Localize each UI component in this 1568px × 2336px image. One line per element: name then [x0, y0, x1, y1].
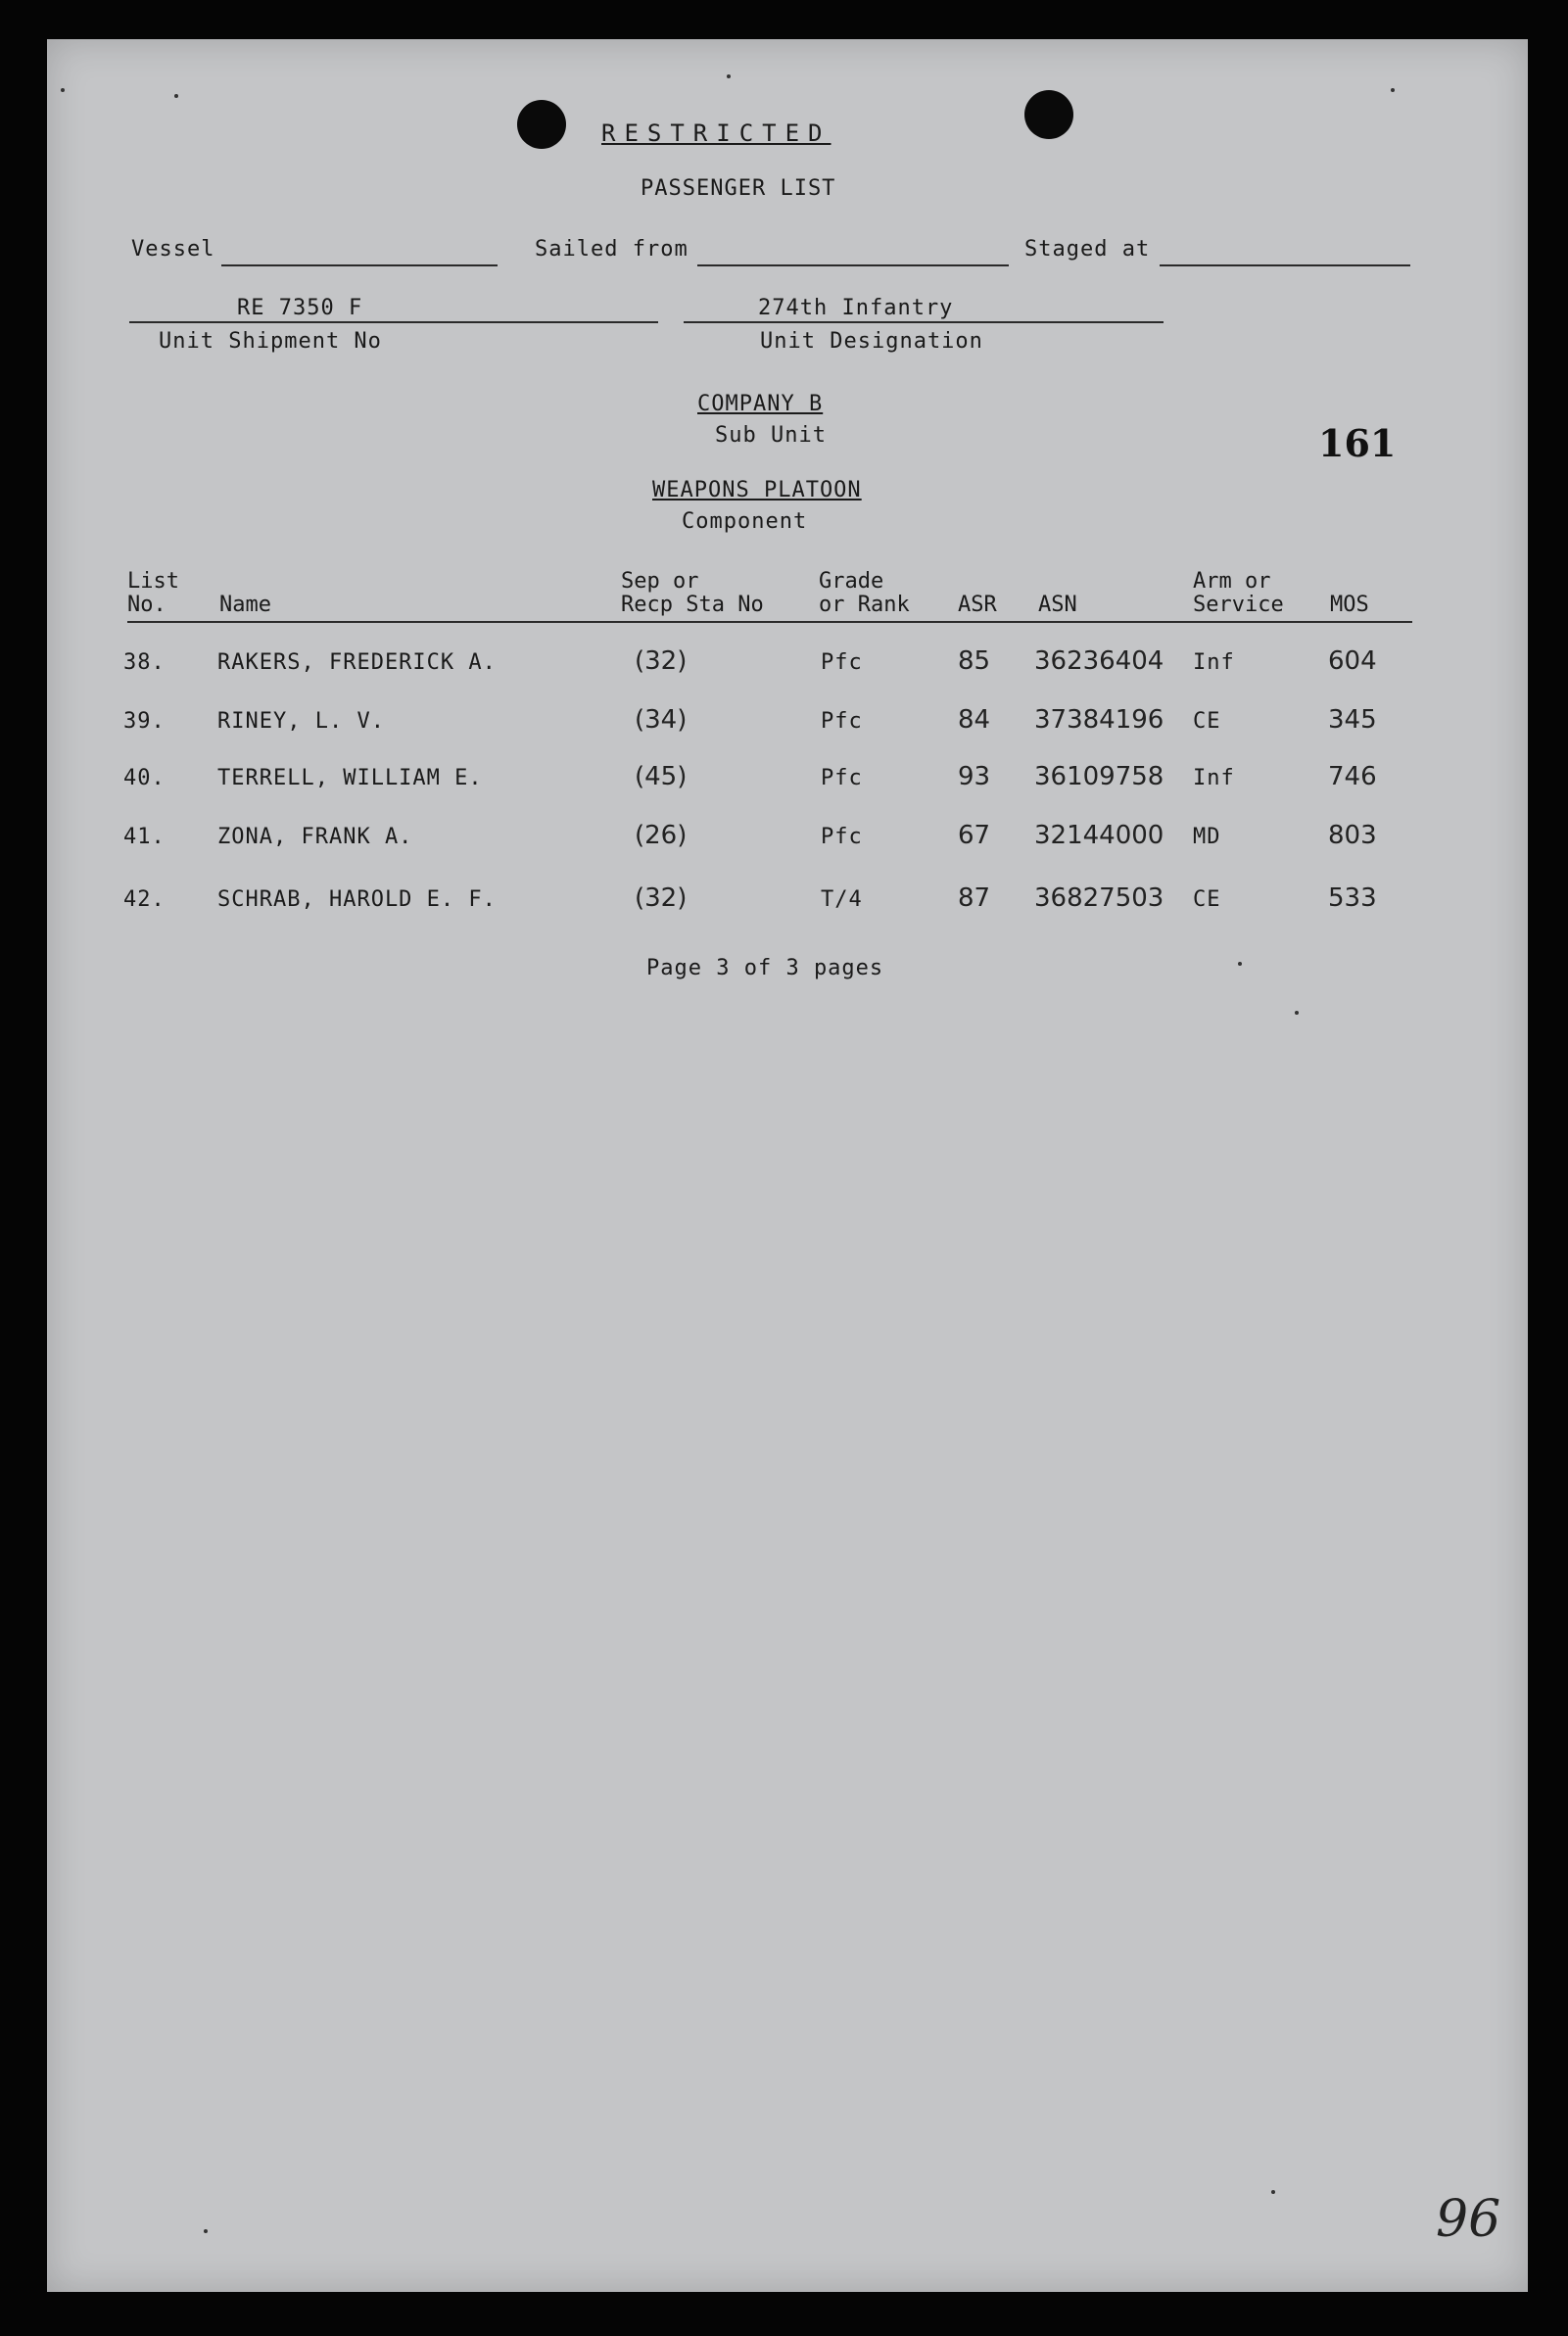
- unit-designation-value: 274th Infantry: [758, 296, 954, 320]
- component-label: Component: [682, 509, 808, 534]
- staged-at-field-line: [1160, 264, 1410, 266]
- document-sheet: RESTRICTED PASSENGER LIST Vessel Sailed from Staged at RE 7350 F Unit Shipment No 274th Infantry Unit Designation COMPANY B Sub Unit 161 WEAPONS PLATOON Component List No. Name Sep or Recp Sta No Grade or Rank ASR ASN Arm or Service MOS 38. RAKERS, FREDERICK A. (32) Pfc 85 36236404 Inf 604 39. RINEY, L. V. (34) Pfc 84 37384196 CE 345 40. TERRELL, WILLIAM E. (45) Pfc 93 36109758 Inf 746 41. ZONA, FRANK A. (26) Pfc 67 32144000 MD 803 42. SCHRAB, HAROLD E. F. (32) T/4 87 36827503 CE 533 Page 3 of 3 pages 96: [47, 39, 1528, 2292]
- sub-unit-value: COMPANY B: [697, 392, 824, 416]
- page-count-text: Page 3 of 3 pages: [646, 956, 884, 980]
- col-list-no-header: List No.: [127, 569, 179, 617]
- punch-hole-left: [517, 100, 566, 149]
- paper-speck: [1391, 88, 1395, 92]
- classification-heading: RESTRICTED: [601, 119, 832, 147]
- sub-unit-label: Sub Unit: [715, 423, 827, 448]
- col-sep-sta-header: Sep or Recp Sta No: [621, 569, 764, 617]
- paper-speck: [61, 88, 65, 92]
- paper-speck: [1238, 962, 1242, 966]
- col-mos-header: MOS: [1330, 593, 1369, 617]
- vessel-label: Vessel: [131, 237, 215, 262]
- punch-hole-right: [1024, 90, 1073, 139]
- vessel-field-line: [221, 264, 498, 266]
- unit-designation-line: [684, 321, 1164, 323]
- paper-speck: [204, 2229, 208, 2233]
- document-title: PASSENGER LIST: [641, 176, 836, 201]
- col-arm-service-header: Arm or Service: [1193, 569, 1284, 617]
- unit-shipment-label: Unit Shipment No: [159, 329, 382, 354]
- unit-shipment-value: RE 7350 F: [237, 296, 363, 320]
- stamped-number: 161: [1318, 421, 1397, 465]
- col-grade-header: Grade or Rank: [819, 569, 910, 617]
- paper-speck: [1295, 1011, 1299, 1015]
- unit-designation-label: Unit Designation: [760, 329, 983, 354]
- paper-speck: [727, 74, 731, 78]
- paper-speck: [1271, 2190, 1275, 2194]
- handwritten-page-number: 96: [1436, 2190, 1501, 2249]
- col-name-header: Name: [219, 593, 271, 617]
- header-rule: [127, 621, 1412, 623]
- component-value: WEAPONS PLATOON: [652, 478, 862, 502]
- col-asn-header: ASN: [1038, 593, 1077, 617]
- col-asr-header: ASR: [958, 593, 997, 617]
- staged-at-label: Staged at: [1024, 237, 1151, 262]
- sailed-from-label: Sailed from: [535, 237, 689, 262]
- paper-speck: [174, 94, 178, 98]
- unit-shipment-line: [129, 321, 658, 323]
- sailed-from-field-line: [697, 264, 1009, 266]
